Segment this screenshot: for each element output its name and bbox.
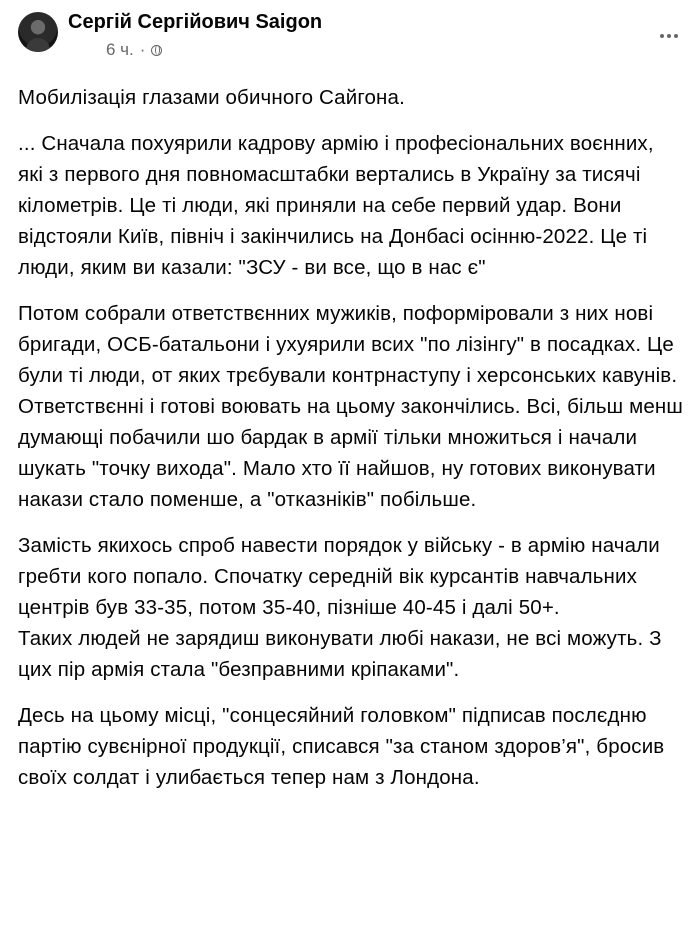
meta-separator: ·: [139, 40, 146, 59]
post-paragraph: Потом собрали ответствєнних мужиків, поформіровали з них нові бригади, ОСБ-батальони і ухуярили всих "по лізінгу" в посадках. Це були ті люди, от яких трєбували контрнаступу і херсонських кавунів. Ответствєнні і готові воювать на цьому закончілись. Всі, більш менш думающі побачили шо бардак в армії тільки множиться і начали шукать "точку вихода". Мало хто її найшов, ну готових виконувати накази стало поменше, а "отказніків" побільше.: [18, 302, 683, 511]
author-name[interactable]: Сергій Сергійович Saigon: [68, 11, 323, 33]
post-paragraph: Мобилізація глазами обичного Сайгона.: [18, 86, 405, 109]
post-paragraph: ... Сначала похуярили кадрову армію і професіональних воєнних, які з первого дня повномасштабки вертались в Україну за тисячі кілометрів. Це ті люди, які приняли на себе первий удар. Вони відстояли Київ, північ і закінчились на Донбасі осінню-2022. Це ті люди, яким ви казали: "ЗСУ - ви все, що в нас є": [18, 132, 654, 279]
post-body: [18, 82, 684, 793]
post-subline: [106, 40, 322, 60]
author-avatar[interactable]: [18, 12, 58, 52]
globe-icon: [151, 45, 162, 56]
post-timestamp[interactable]: 6 ч.: [106, 40, 134, 59]
post-header: [18, 8, 684, 68]
post-meta: [68, 8, 322, 60]
more-options-icon[interactable]: [660, 34, 678, 38]
post-paragraph: Десь на цьому місці, "сонцесяйний головком" підписав послєдню партію сувєнірної продукції, списався "за станом здоров’я", бросив своїх солдат і улибається тепер нам з Лондона.: [18, 704, 665, 789]
post-paragraph: Замість якихось спроб навести порядок у війську - в армію начали гребти кого попало. Спочатку середній вік курсантів навчальних центрів був 33-35, потом 35-40, пізніше 40-45 і далі 50+. Таких людей не зарядиш виконувати любі накази, не всі можуть. З цих пір армія стала "безправними кріпаками".: [18, 534, 662, 681]
